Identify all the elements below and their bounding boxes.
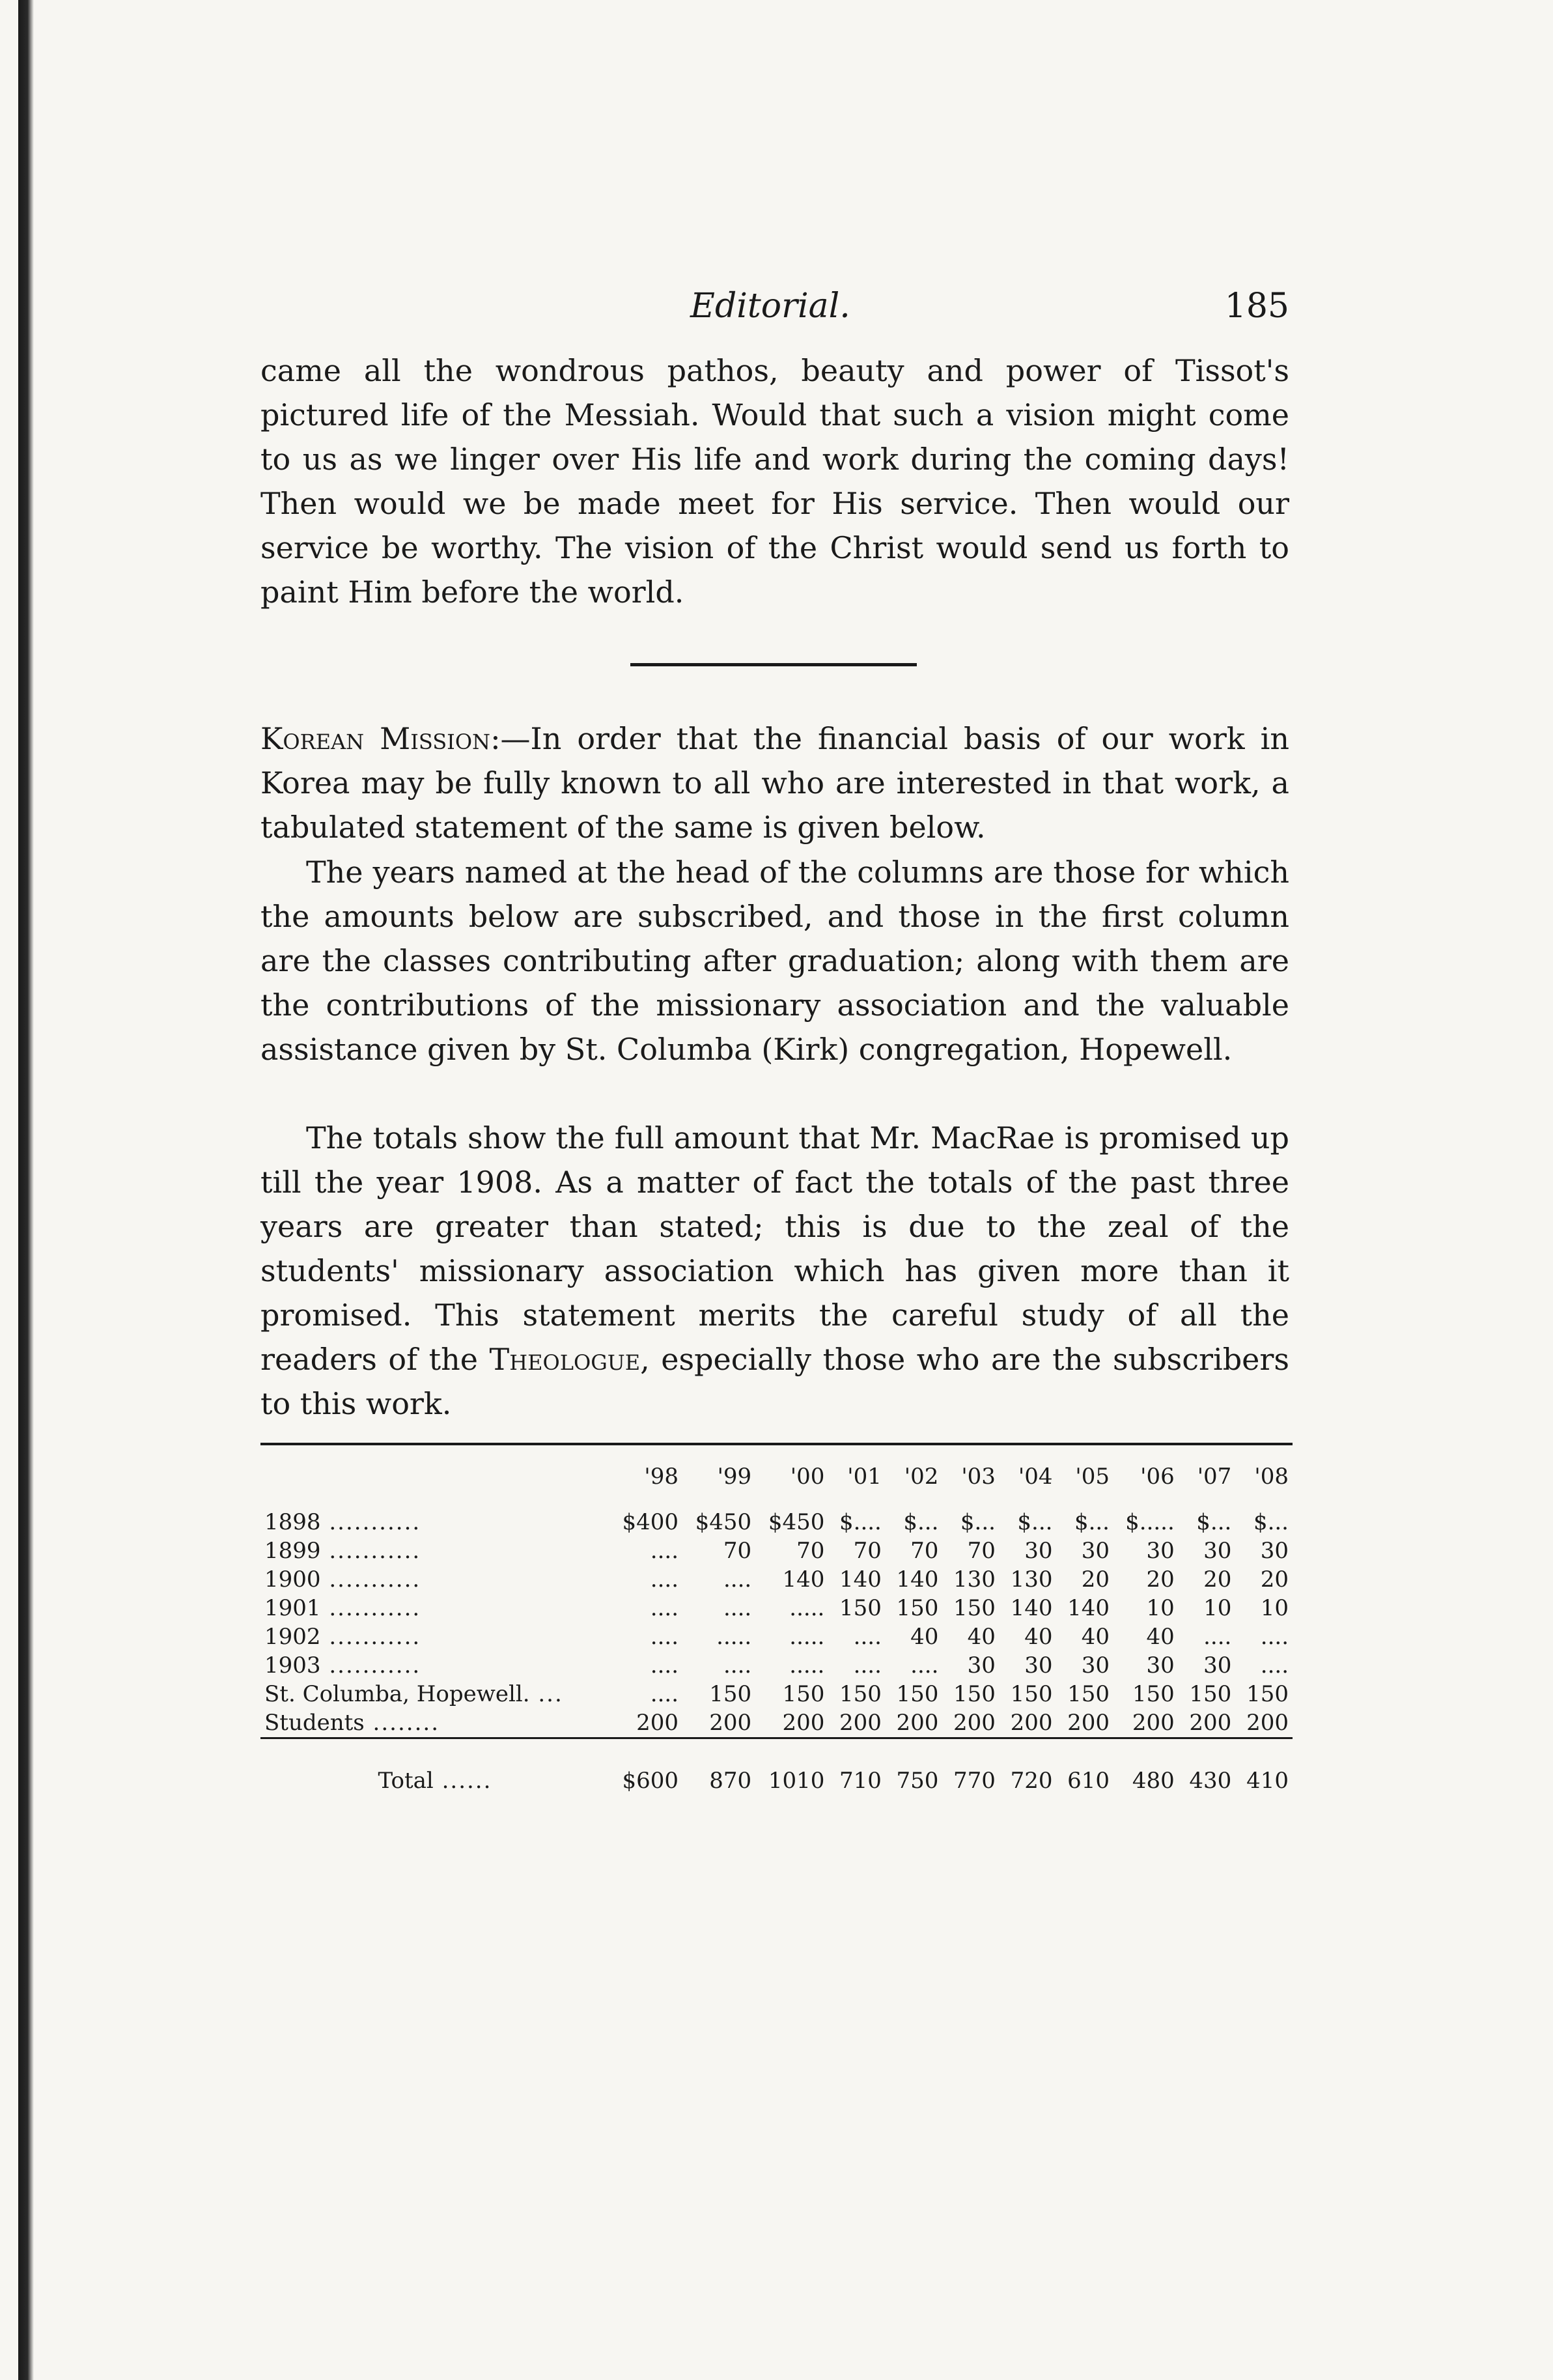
table-row (260, 1651, 1293, 1680)
table-cell: 30 (1081, 1652, 1110, 1679)
table-cell: 200 (1189, 1710, 1232, 1736)
table-cell: .... (1203, 1624, 1232, 1650)
row-label-text: St. Columba, Hopewell. (264, 1681, 530, 1707)
table-row (260, 1708, 1293, 1738)
table-cell: 30 (1260, 1538, 1289, 1564)
column-header: '07 (1197, 1464, 1232, 1490)
table-cell: .... (1260, 1652, 1289, 1679)
table-cell: 480 (1113, 1738, 1179, 1796)
table-cell: 430 (1179, 1738, 1236, 1796)
table-cell: 70 (723, 1538, 752, 1564)
table-cell: 30 (1146, 1538, 1175, 1564)
table-cell: $450 (695, 1509, 752, 1535)
table-header-row (260, 1462, 1293, 1508)
table-cell: ..... (789, 1652, 825, 1679)
table-cell: 200 (896, 1710, 939, 1736)
table-cell: $... (1017, 1509, 1053, 1535)
table-cell: 140 (1010, 1595, 1053, 1621)
section-divider (630, 663, 917, 666)
table-cell: $..... (1125, 1509, 1175, 1535)
table-cell: .... (853, 1652, 882, 1679)
table-top-rule (260, 1443, 1293, 1445)
row-label (260, 1537, 609, 1565)
table-cell: 150 (1132, 1681, 1175, 1707)
table-cell: 40 (910, 1624, 939, 1650)
table-cell: 1010 (755, 1738, 828, 1796)
running-title: Editorial. (690, 287, 850, 326)
table-cell: 10 (1260, 1595, 1289, 1621)
table-cell: .... (650, 1681, 679, 1707)
dot-leader: ........... (320, 1624, 421, 1650)
table-cell: 30 (1024, 1538, 1053, 1564)
table-cell: 30 (1146, 1652, 1175, 1679)
row-label-text: 1899 (264, 1538, 321, 1564)
table-cell: 150 (953, 1595, 996, 1621)
table-cell: .... (853, 1624, 882, 1650)
table-row (260, 1508, 1293, 1537)
table-cell: 150 (839, 1681, 882, 1707)
table-row (260, 1680, 1293, 1708)
column-header: '01 (847, 1464, 882, 1490)
table-cell: 720 (1000, 1738, 1057, 1796)
table-cell: $... (960, 1509, 996, 1535)
column-header: '08 (1254, 1464, 1289, 1490)
paragraph-totals (260, 1116, 1289, 1426)
row-label (260, 1708, 609, 1738)
table-cell: 770 (942, 1738, 1000, 1796)
table-cell: 140 (1067, 1595, 1110, 1621)
table-cell: .... (723, 1566, 752, 1593)
table-cell: .... (723, 1595, 752, 1621)
table-cell: 610 (1056, 1738, 1113, 1796)
table-cell: 200 (1132, 1710, 1175, 1736)
column-header: '05 (1075, 1464, 1110, 1490)
table-row (260, 1537, 1293, 1565)
table-cell: $... (1196, 1509, 1232, 1535)
table-cell: 40 (1024, 1624, 1053, 1650)
table-cell: $... (1074, 1509, 1110, 1535)
dot-leader: ........... (320, 1566, 421, 1593)
table-cell: 150 (896, 1681, 939, 1707)
row-label (260, 1594, 609, 1622)
page-number: 185 (1224, 287, 1289, 326)
table-cell: ..... (789, 1595, 825, 1621)
dot-leader: ........... (320, 1595, 421, 1621)
journal-name: Theologue (489, 1342, 641, 1377)
row-label-text: 1903 (264, 1652, 321, 1679)
table-cell: 200 (839, 1710, 882, 1736)
table-cell: 150 (896, 1595, 939, 1621)
binding-edge (18, 0, 34, 2380)
paragraph-text: The totals show the full amount that Mr. MacRae is promised up till the year 1908. As a matter of fact the totals of the past three years are greater than stated; this is due to the zeal of the students' missionary association which has given more than it promised. This statement merits the careful study of all the readers of the (260, 1120, 1289, 1377)
table-cell: 870 (682, 1738, 755, 1796)
table-cell: ..... (789, 1624, 825, 1650)
row-label-text: Total (378, 1768, 434, 1794)
table-cell: 710 (828, 1738, 886, 1796)
table-cell: 20 (1146, 1566, 1175, 1593)
row-label (260, 1738, 609, 1796)
table-cell: 40 (1081, 1624, 1110, 1650)
table-cell: 30 (1203, 1652, 1232, 1679)
table-cell: .... (650, 1624, 679, 1650)
table-cell: 150 (709, 1681, 752, 1707)
dot-leader: ........ (364, 1710, 440, 1736)
table-cell: 140 (782, 1566, 825, 1593)
table-cell: .... (650, 1566, 679, 1593)
row-label-text: Students (264, 1710, 365, 1736)
table-cell: 150 (953, 1681, 996, 1707)
paragraph-intro: came all the wondrous pathos, beauty and power of Tissot's pictured life of the Messiah. Would that such a vision might come to us as we linger over His life and work during the coming days! Then would we be made meet for His service. Then would our service be worthy. The vision of the Christ would send us forth to paint Him before the world. (260, 353, 1289, 610)
column-header: '02 (904, 1464, 939, 1490)
table-cell: 30 (1081, 1538, 1110, 1564)
column-header: '00 (790, 1464, 825, 1490)
table-cell: 30 (1203, 1538, 1232, 1564)
paragraph-text: :—In order that the financial basis of our work in Korea may be fully known to all who are interested in that work, a tabulated statement of the same is given below. (260, 721, 1290, 845)
subscription-table (260, 1462, 1293, 1795)
section-heading: Korean Mission (260, 721, 491, 756)
dot-leader: ........... (320, 1509, 421, 1535)
paragraph-columns-explanation: The years named at the head of the columns are those for which the amounts below are subscribed, and those in the first column are the classes contributing after graduation; along with them are the contributions of the missionary association and the valuable assistance given by St. Columba (Kirk) congregation, Hopewell. (260, 855, 1289, 1067)
table-cell: 150 (839, 1595, 882, 1621)
table-cell: 20 (1203, 1566, 1232, 1593)
table-cell: 10 (1146, 1595, 1175, 1621)
table-cell: .... (650, 1652, 679, 1679)
table-cell: .... (723, 1652, 752, 1679)
table-cell: 40 (1146, 1624, 1175, 1650)
table-row (260, 1565, 1293, 1594)
column-header: '99 (717, 1464, 752, 1490)
table-cell: $450 (768, 1509, 825, 1535)
table-cell: 130 (953, 1566, 996, 1593)
column-header: '98 (644, 1464, 679, 1490)
table-cell: 200 (1067, 1710, 1110, 1736)
table-cell: 20 (1081, 1566, 1110, 1593)
table-cell: 20 (1260, 1566, 1289, 1593)
total-row (260, 1738, 1293, 1796)
table-cell: .... (910, 1652, 939, 1679)
column-header: '04 (1018, 1464, 1053, 1490)
row-label-text: 1900 (264, 1566, 321, 1593)
row-label-text: 1898 (264, 1509, 321, 1535)
column-header: '03 (961, 1464, 996, 1490)
table-cell: 40 (967, 1624, 996, 1650)
row-label (260, 1651, 609, 1680)
table-cell: 150 (1010, 1681, 1053, 1707)
table-cell: $.... (839, 1509, 882, 1535)
table-cell: $... (1253, 1509, 1289, 1535)
paragraph-korean-mission (260, 716, 1289, 849)
table-cell: 150 (1067, 1681, 1110, 1707)
dot-leader: ...... (433, 1768, 492, 1794)
table-cell: .... (1260, 1624, 1289, 1650)
table-cell: 70 (853, 1538, 882, 1564)
table-cell: 130 (1010, 1566, 1053, 1593)
table-cell: 10 (1203, 1595, 1232, 1621)
row-label (260, 1622, 609, 1651)
table-cell: 150 (1246, 1681, 1289, 1707)
page-header (260, 287, 1289, 332)
table-cell: 140 (896, 1566, 939, 1593)
row-label-text: 1901 (264, 1595, 321, 1621)
table-cell: 200 (1246, 1710, 1289, 1736)
table-cell: .... (650, 1595, 679, 1621)
table-cell: 150 (782, 1681, 825, 1707)
table-row (260, 1594, 1293, 1622)
table-cell: 70 (796, 1538, 825, 1564)
table-cell: 70 (910, 1538, 939, 1564)
dot-leader: ........... (320, 1538, 421, 1564)
table-cell: 200 (953, 1710, 996, 1736)
table-cell: .... (650, 1538, 679, 1564)
column-header: '06 (1140, 1464, 1175, 1490)
table-corner (260, 1462, 609, 1508)
paragraph-text: , especially those who are the subscribers to this work. (260, 1342, 1289, 1421)
table-cell: 750 (886, 1738, 943, 1796)
row-label-text: 1902 (264, 1624, 321, 1650)
table-cell: $600 (609, 1738, 682, 1796)
table-row (260, 1622, 1293, 1651)
row-label (260, 1680, 609, 1708)
table-cell: ..... (716, 1624, 752, 1650)
dot-leader: ... (529, 1681, 563, 1707)
table-cell: $... (903, 1509, 939, 1535)
dot-leader: ........... (320, 1652, 421, 1679)
table-cell: 200 (782, 1710, 825, 1736)
table-cell: $400 (622, 1509, 679, 1535)
row-label (260, 1565, 609, 1594)
table-cell: 200 (1010, 1710, 1053, 1736)
table-cell: 150 (1189, 1681, 1232, 1707)
table-cell: 410 (1235, 1738, 1293, 1796)
table-cell: 70 (967, 1538, 996, 1564)
row-label (260, 1508, 609, 1537)
table-cell: 200 (709, 1710, 752, 1736)
table-cell: 140 (839, 1566, 882, 1593)
table-body (260, 1508, 1293, 1795)
table-cell: 30 (967, 1652, 996, 1679)
table-cell: 30 (1024, 1652, 1053, 1679)
table-cell: 200 (636, 1710, 679, 1736)
